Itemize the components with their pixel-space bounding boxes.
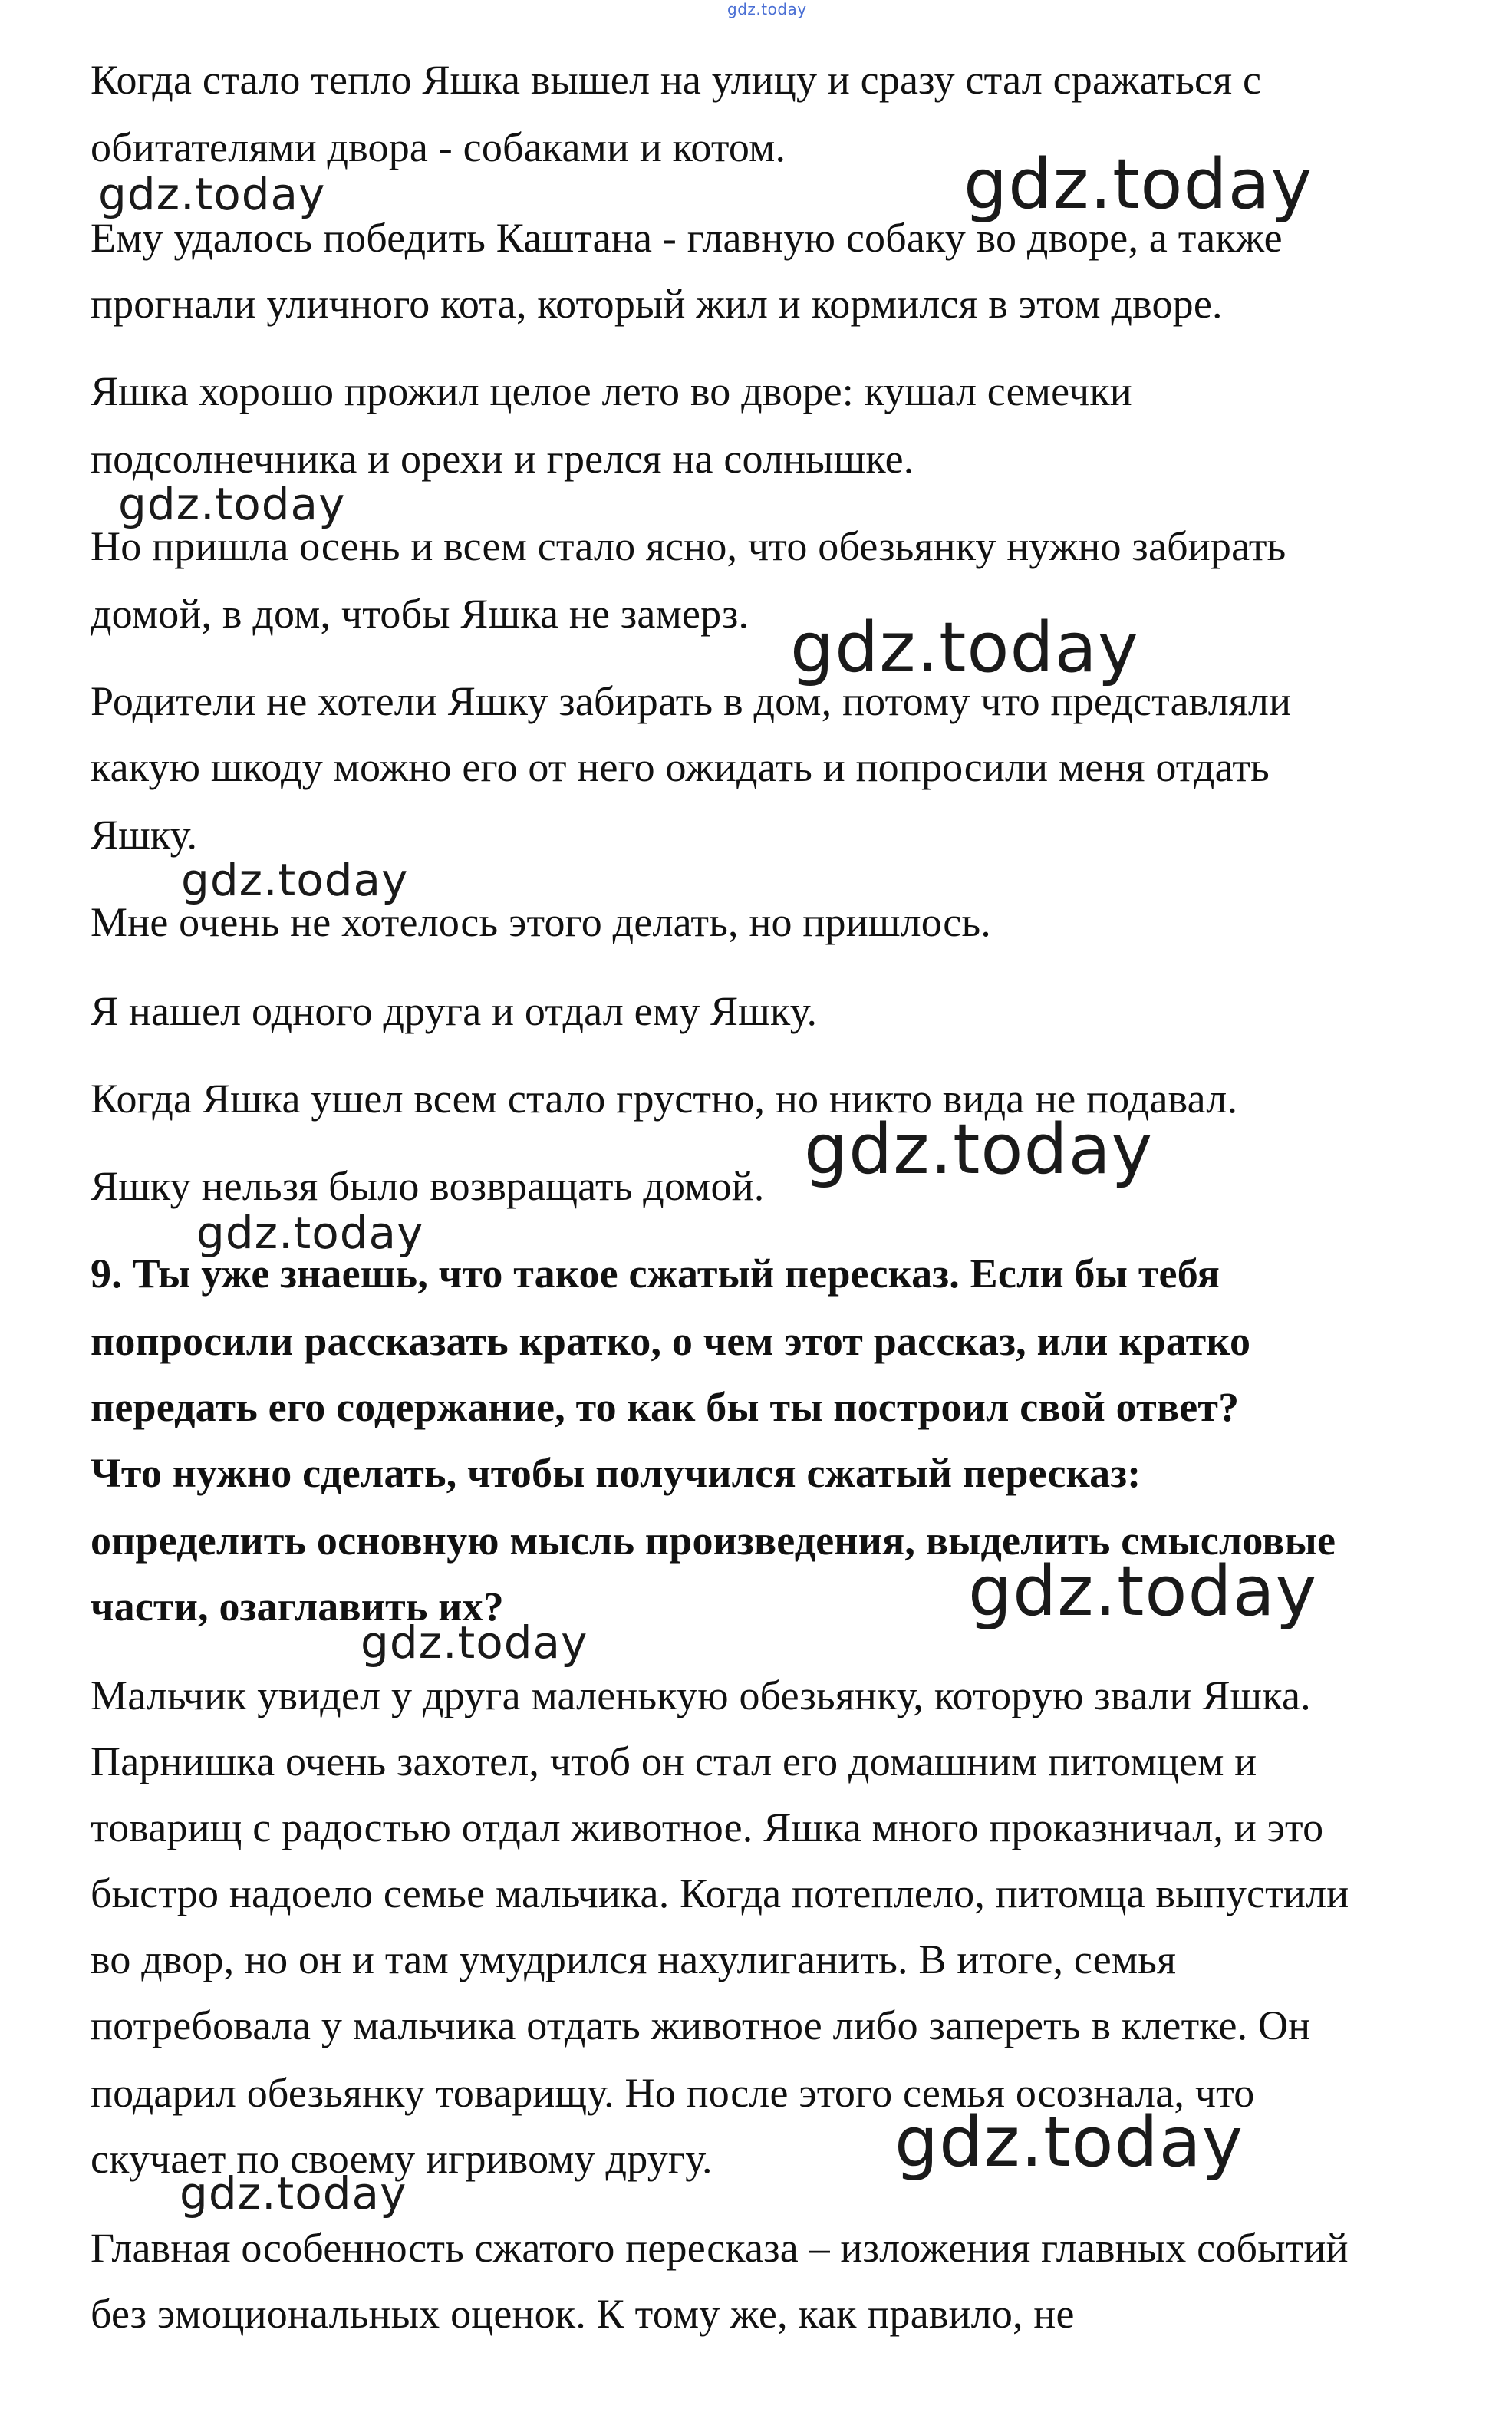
- text-line: Яшку.: [91, 812, 198, 858]
- text-line: Мальчик увидел у друга маленькую обезьянку, которую звали Яшка.: [91, 1672, 1311, 1718]
- text-line: прогнали уличного кота, который жил и кормился в этом дворе.: [91, 281, 1223, 327]
- watermark-logo: gdz.today: [118, 478, 346, 530]
- text-line: Я нашел одного друга и отдал ему Яшку.: [91, 988, 818, 1034]
- watermark-logo: gdz.today: [98, 168, 326, 220]
- question-line: передать его содержание, то как бы ты построил свой ответ?: [91, 1384, 1240, 1430]
- text-line: Яшку нельзя было возвращать домой.: [91, 1163, 765, 1209]
- question-line: 9. Ты уже знаешь, что такое сжатый пересказ. Если бы тебя: [91, 1251, 1220, 1297]
- question-line: части, озаглавить их?: [91, 1583, 505, 1629]
- text-line: Когда Яшка ушел всем стало грустно, но никто вида не подавал.: [91, 1076, 1238, 1122]
- text-line: какую шкоду можно его от него ожидать и попросили меня отдать: [91, 744, 1270, 790]
- question-line: Что нужно сделать, чтобы получился сжатый пересказ:: [91, 1450, 1141, 1496]
- watermark-logo: gdz.today: [964, 144, 1313, 225]
- text-line: Главная особенность сжатого пересказа – изложения главных событий: [91, 2225, 1349, 2271]
- text-line: Мне очень не хотелось этого делать, но пришлось.: [91, 899, 992, 945]
- text-line: потребовала у мальчика отдать животное либо запереть в клетке. Он: [91, 2002, 1311, 2048]
- watermark-logo: gdz.today: [968, 1551, 1318, 1632]
- watermark-logo: gdz.today: [181, 854, 409, 906]
- text-line: Когда стало тепло Яшка вышел на улицу и сразу стал сражаться с: [91, 57, 1262, 103]
- text-line: подарил обезьянку товарищу. Но после этого семья осознала, что: [91, 2070, 1255, 2116]
- text-line: Родители не хотели Яшку забирать в дом, потому что представляли: [91, 678, 1292, 724]
- text-line: домой, в дом, чтобы Яшка не замерз.: [91, 591, 749, 637]
- header-site-mark: gdz.today: [727, 0, 807, 18]
- text-line: скучает по своему игривому другу.: [91, 2136, 713, 2182]
- text-line: Парнишка очень захотел, чтоб он стал его домашним питомцем и: [91, 1738, 1257, 1784]
- watermark-logo: gdz.today: [361, 1616, 588, 1669]
- text-line: без эмоциональных оценок. К тому же, как правило, не: [91, 2291, 1075, 2337]
- question-line: попросили рассказать кратко, о чем этот рассказ, или кратко: [91, 1318, 1251, 1364]
- question-line: определить основную мысль произведения, выделить смысловые: [91, 1517, 1336, 1564]
- watermark-logo: gdz.today: [180, 2167, 407, 2219]
- text-line: Яшка хорошо прожил целое лето во дворе: кушал семечки: [91, 368, 1132, 414]
- text-line: Но пришла осень и всем стало ясно, что обезьянку нужно забирать: [91, 523, 1286, 569]
- text-line: товарищ с радостью отдал животное. Яшка много проказничал, и это: [91, 1804, 1324, 1850]
- text-line: во двор, но он и там умудрился нахулиганить. В итоге, семья: [91, 1936, 1177, 1982]
- watermark-logo: gdz.today: [196, 1207, 424, 1259]
- text-line: обитателями двора - собаками и котом.: [91, 124, 786, 170]
- text-line: подсолнечника и орехи и грелся на солнышке.: [91, 436, 914, 482]
- watermark-logo: gdz.today: [804, 1109, 1154, 1190]
- text-line: Ему удалось победить Каштана - главную собаку во дворе, а также: [91, 215, 1283, 261]
- text-line: быстро надоело семье мальчика. Когда потеплело, питомца выпустили: [91, 1870, 1349, 1916]
- watermark-logo: gdz.today: [790, 608, 1140, 688]
- watermark-logo: gdz.today: [894, 2102, 1244, 2183]
